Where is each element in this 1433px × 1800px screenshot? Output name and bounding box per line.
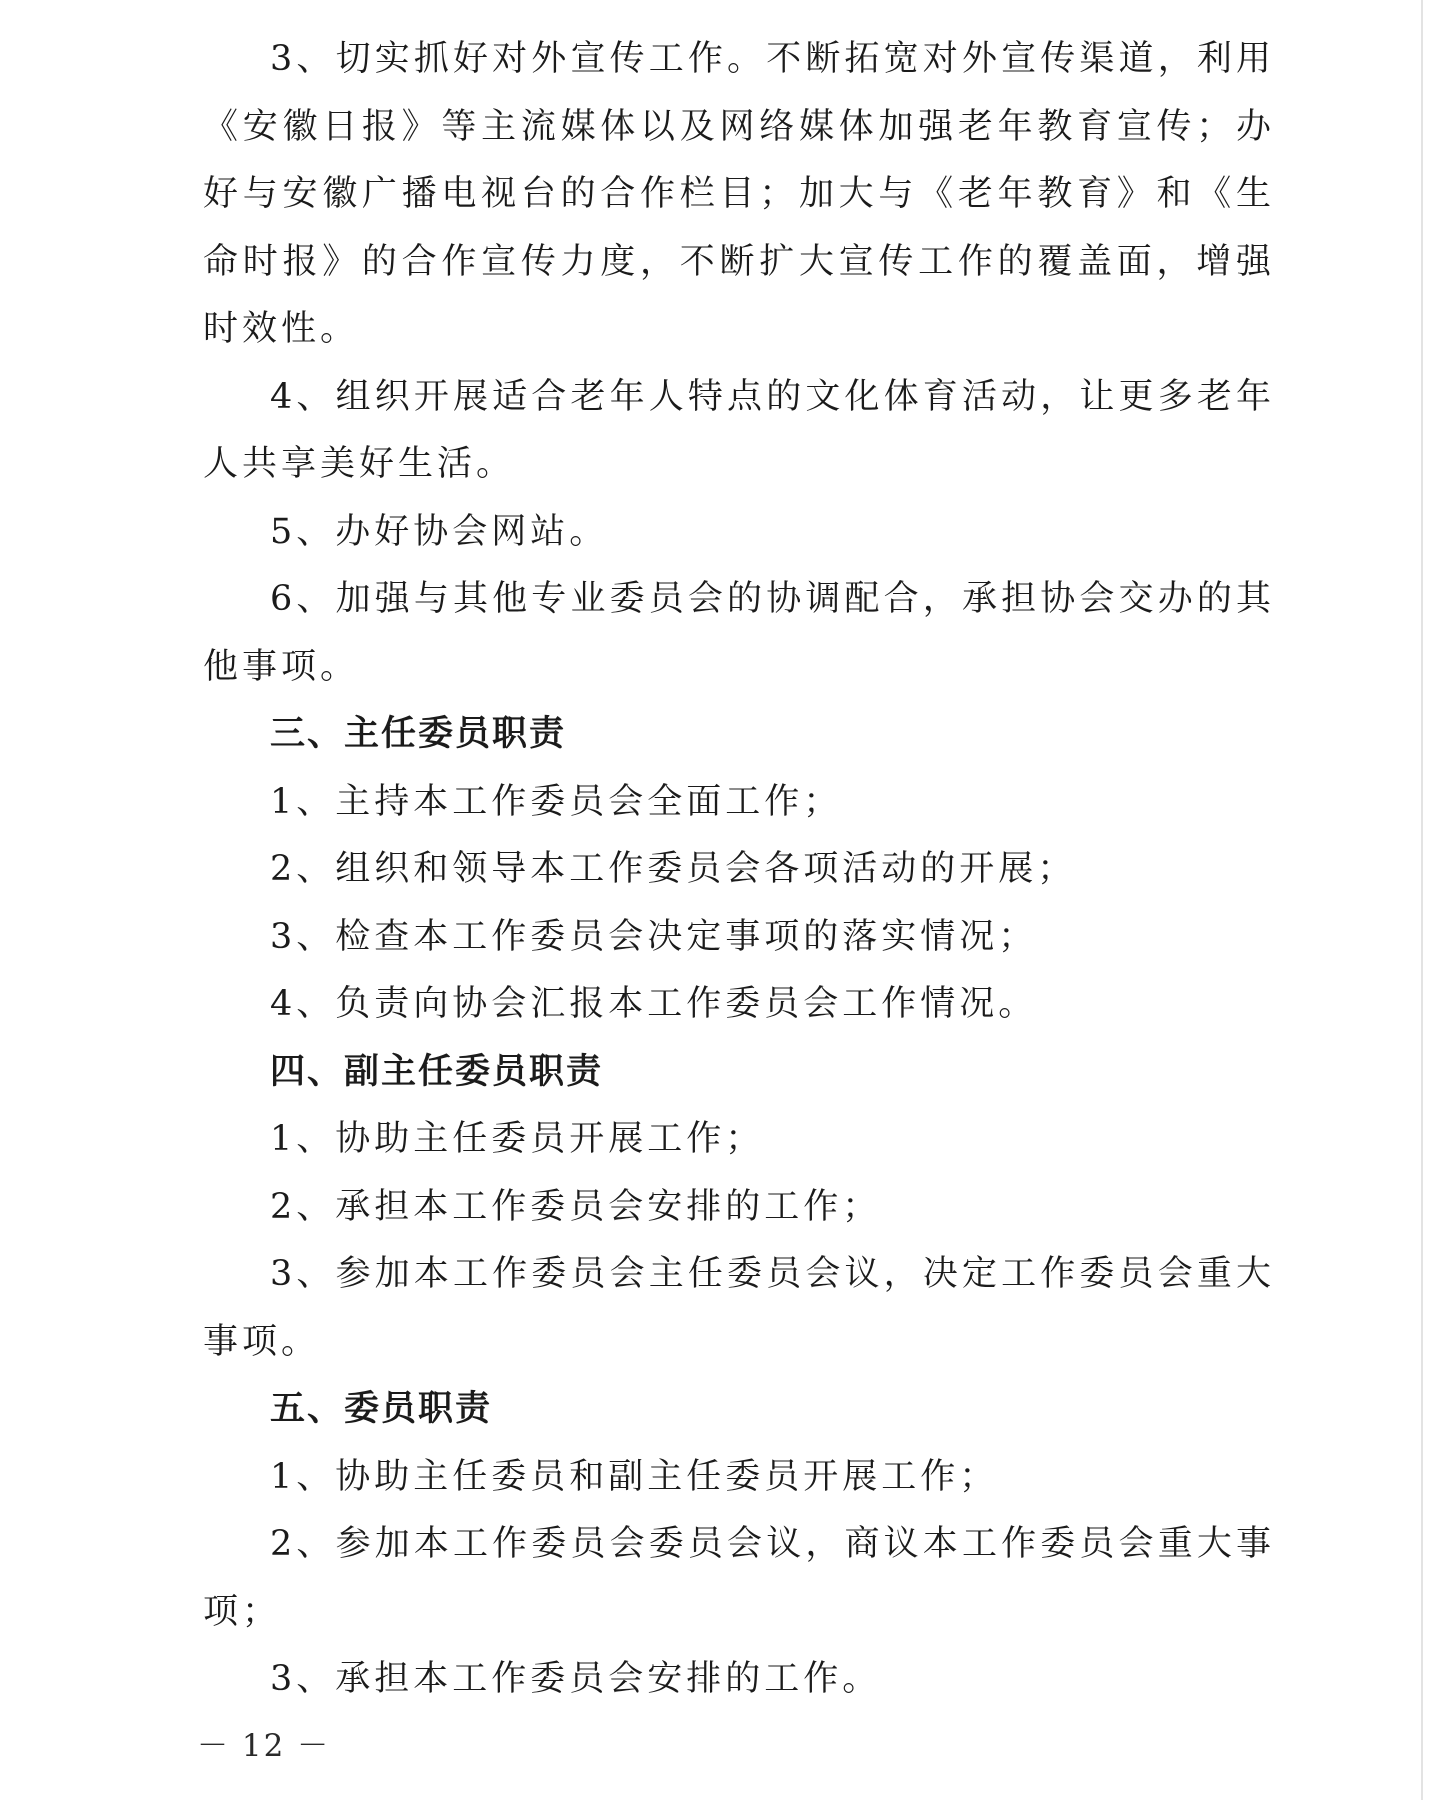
director-duty-2: 2、组织和领导本工作委员会各项活动的开展； (270, 849, 1077, 889)
deputy-duty-1: 1、协助主任委员开展工作； (270, 1119, 765, 1159)
section-heading-deputy-director-duties: 四、副主任委员职责 (270, 1051, 604, 1092)
paragraph-item-4: 4、组织开展适合老年人特点的文化体育活动，让更多老年人共享美好生活。 (203, 376, 1275, 484)
director-duty-3: 3、检查本工作委员会决定事项的落实情况； (270, 916, 1038, 957)
deputy-duty-2: 2、承担本工作委员会安排的工作； (270, 1186, 882, 1227)
paragraph-item-5: 5、办好协会网站。 (270, 511, 609, 552)
member-duty-1: 1、协助主任委员和副主任委员开展工作； (270, 1456, 999, 1497)
paragraph-item-6: 6、加强与其他专业委员会的协调配合，承担协会交办的其他事项。 (203, 579, 1275, 687)
section-heading-director-duties: 三、主任委员职责 (270, 714, 567, 754)
section-heading-member-duties: 五、委员职责 (270, 1389, 493, 1429)
page-edge-line (1421, 0, 1423, 1800)
member-duty-2: 2、参加本工作委员会委员会议，商议本工作委员会重大事项； (203, 1524, 1275, 1632)
document-body (203, 26, 1275, 1714)
director-duty-1: 1、主持本工作委员会全面工作； (270, 781, 843, 822)
deputy-duty-3: 3、参加本工作委员会主任委员会议，决定工作委员会重大事项。 (203, 1254, 1275, 1362)
paragraph-item-3: 3、切实抓好对外宣传工作。不断拓宽对外宣传渠道，利用《安徽日报》等主流媒体以及网络媒体加强老年教育宣传；办好与安徽广播电视台的合作栏目；加大与《老年教育》和《生命时报》的合作宣传力度，不断扩大宣传工作的覆盖面，增强时效性。 (203, 39, 1275, 349)
member-duty-3: 3、承担本工作委员会安排的工作。 (270, 1659, 882, 1699)
page-number: － 12 － (197, 1728, 331, 1764)
director-duty-4: 4、负责向协会汇报本工作委员会工作情况。 (270, 984, 1038, 1024)
